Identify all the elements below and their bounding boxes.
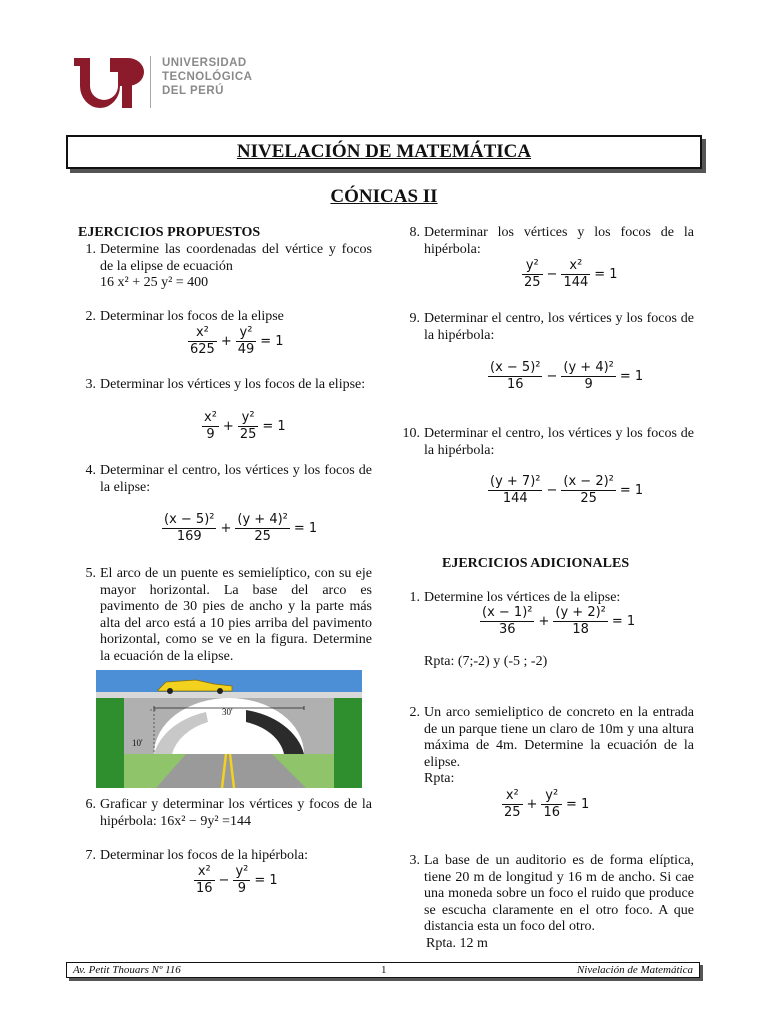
bridge-illustration — [96, 670, 362, 788]
section-heading-additional: EJERCICIOS ADICIONALES — [442, 556, 630, 571]
exercise-number: 6. — [85, 797, 96, 812]
logo-divider — [150, 56, 151, 108]
footer-course: Nivelación de Matemática — [576, 964, 693, 976]
exercise-text: Determinar los vértices y los focos de la elipse: — [100, 377, 366, 392]
equation-4: $\frac{\text{(x − 5)²}}{169}$ + $\frac{\text{(y + 4)²}}{25}$ = 1 — [164, 512, 318, 544]
equation-7: $\frac{\text{x²}}{16}$ − $\frac{\text{y²}}{9}$ = 1 — [196, 864, 278, 896]
equation-9: $\frac{\text{(x − 5)²}}{16}$ − $\frac{\text{(y + 4)²}}{9}$ = 1 — [490, 360, 644, 392]
exercise-number: 2. — [409, 705, 420, 720]
exercise-text: Determine las coordenadas del vértice y focos de la elipse de ecuación — [100, 242, 372, 274]
exercise-text: La base de un auditorio es de forma elíptica, tiene 20 m de longitud y 16 m de ancho. Si cae una moneda sobre un foco el ruido que produce se escucha claramente en el otro foco. A que distancia esta un foco del otro. — [424, 853, 694, 935]
exercise-equation: 16 x² + 25 y² = 400 — [100, 275, 209, 290]
exercise-text: Determinar el centro, los vértices y los focos de la hipérbola: — [424, 426, 694, 458]
exercise-number: 3. — [85, 377, 96, 392]
exercise-number: 9. — [409, 311, 420, 326]
equation-3: $\frac{\text{x²}}{9}$ + $\frac{\text{y²}}{25}$ = 1 — [204, 410, 286, 442]
page-title-box — [66, 135, 702, 169]
exercise-text: Determinar el centro, los vértices y los focos de la elipse: — [100, 463, 372, 495]
institution-name: UNIVERSIDAD TECNOLÓGICA DEL PERÚ — [162, 57, 253, 97]
footer-address: Av. Petit Thouars Nº 116 — [73, 964, 181, 976]
exercise-number: 10. — [402, 426, 420, 441]
section-heading-proposed: EJERCICIOS PROPUESTOS — [78, 225, 261, 240]
exercise-number: 1. — [85, 242, 96, 257]
exercise-number: 5. — [85, 566, 96, 581]
height-label: 10' — [132, 738, 143, 748]
equation-a1: $\frac{\text{(x − 1)²}}{36}$ + $\frac{\text{(y + 2)²}}{18}$ = 1 — [482, 605, 636, 637]
exercise-text: El arco de un puente es semielíptico, con su eje mayor horizontal. La base del arco es pavimento de 30 pies de ancho y la parte más alta del arco está a 10 pies arriba del pavimento horizontal, como se ve en la figura. Determine la ecuación de la elipse. — [100, 566, 372, 664]
exercise-number: 4. — [85, 463, 96, 478]
answer-label: Rpta. 12 m — [426, 936, 488, 951]
exercise-text: Determinar los focos de la elipse — [100, 309, 284, 324]
page-subtitle: CÓNICAS II — [330, 186, 438, 207]
exercise-number: 2. — [85, 309, 96, 324]
page-title: NIVELACIÓN DE MATEMÁTICA — [236, 141, 532, 162]
exercise-text: Determinar los vértices y los focos de la hipérbola: — [424, 225, 694, 257]
width-label: 30' — [222, 707, 233, 717]
equation-a2: $\frac{\text{x²}}{25}$ + $\frac{\text{y²}}{16}$ = 1 — [504, 788, 590, 820]
utp-logo — [70, 52, 150, 112]
exercise-number: 7. — [85, 848, 96, 863]
exercise-text: Determinar el centro, los vértices y los focos de la hipérbola: — [424, 311, 694, 343]
page-footer — [66, 962, 700, 978]
exercise-text: Un arco semieliptico de concreto en la entrada de un parque tiene un claro de 10m y una altura máxima de 4m. Determine la ecuación de la elipse. — [424, 705, 694, 770]
exercise-text: Determine los vértices de la elipse: — [424, 590, 621, 605]
equation-2: $\frac{\text{x²}}{625}$ + $\frac{\text{y²}}{49}$ = 1 — [190, 325, 284, 357]
page-number: 1 — [381, 964, 387, 976]
answer-a1: Rpta: (7;-2) y (-5 ; -2) — [424, 654, 548, 669]
exercise-number: 8. — [409, 225, 420, 240]
answer-label: Rpta: — [424, 771, 455, 786]
exercise-number: 1. — [409, 590, 420, 605]
exercise-text: Graficar y determinar los vértices y focos de la hipérbola: 16x² − 9y² =144 — [100, 797, 372, 829]
road-deck — [96, 692, 362, 698]
equation-8: $\frac{\text{y²}}{25}$ − $\frac{\text{x²}}{144}$ = 1 — [524, 258, 618, 290]
exercise-text: Determinar los focos de la hipérbola: — [100, 848, 308, 863]
exercise-number: 3. — [409, 853, 420, 868]
equation-10: $\frac{\text{(y + 7)²}}{144}$ − $\frac{\text{(x − 2)²}}{25}$ = 1 — [490, 474, 644, 506]
